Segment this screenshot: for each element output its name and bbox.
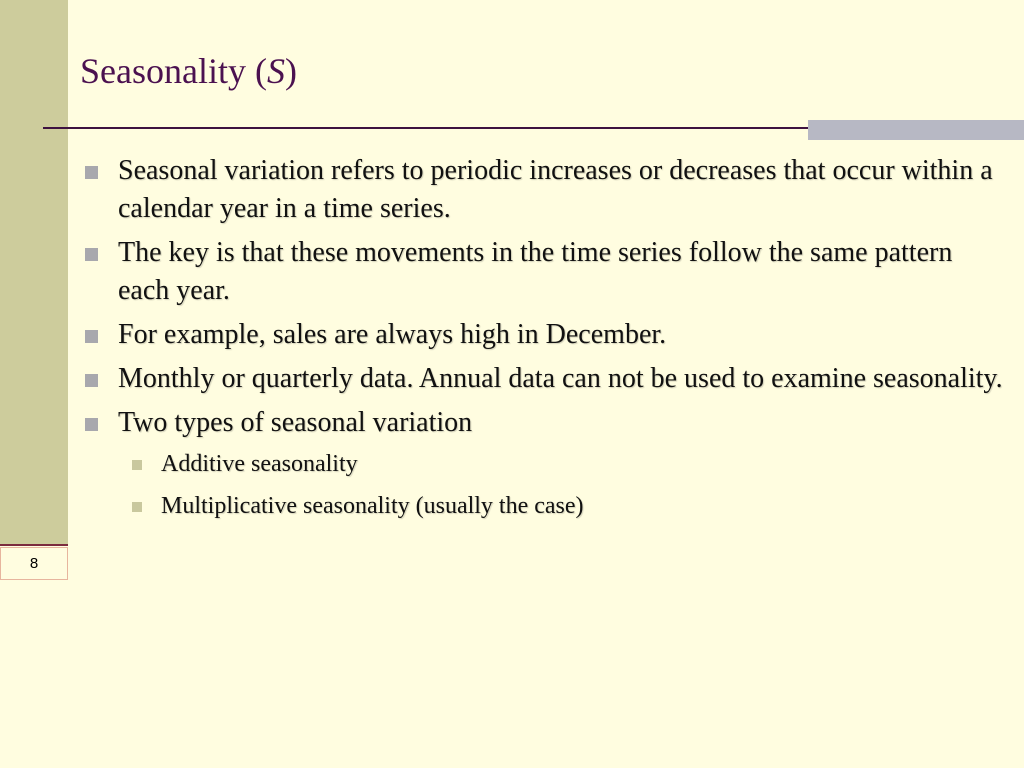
slide-number-text: 8 xyxy=(29,555,39,572)
small-square-bullet-icon xyxy=(132,460,142,470)
bullet-item xyxy=(80,316,1010,354)
slide-title-italic: S xyxy=(266,51,285,91)
slide-title-main: Seasonality ( xyxy=(80,51,267,91)
bullet-item xyxy=(80,152,1010,228)
square-bullet-icon xyxy=(85,248,98,261)
sub-bullet-item xyxy=(125,490,1010,522)
square-bullet-icon xyxy=(85,330,98,343)
bullet-item xyxy=(80,234,1010,310)
left-decorative-band xyxy=(0,0,68,546)
sub-bullet-text: Additive seasonality xyxy=(161,451,358,477)
slide-title xyxy=(80,50,297,92)
left-band-divider xyxy=(0,544,68,546)
accent-bar xyxy=(808,120,1024,140)
small-square-bullet-icon xyxy=(132,502,142,512)
square-bullet-icon xyxy=(85,418,98,431)
slide-title-close: ) xyxy=(284,51,297,91)
square-bullet-icon xyxy=(85,166,98,179)
bullet-text: Two types of seasonal variation xyxy=(118,407,473,438)
bullet-text: Seasonal variation refers to periodic increases or decreases that occur within a calendar year in a time series. xyxy=(118,155,993,224)
slide-body xyxy=(80,152,1010,532)
bullet-text: The key is that these movements in the time series follow the same pattern each year. xyxy=(118,237,953,306)
bullet-text: Monthly or quarterly data. Annual data can not be used to examine seasonality. xyxy=(118,363,1003,394)
sub-bullet-text: Multiplicative seasonality (usually the case) xyxy=(161,493,584,519)
bullet-item xyxy=(80,404,1010,442)
square-bullet-icon xyxy=(85,374,98,387)
sub-bullet-item xyxy=(125,448,1010,480)
slide-number xyxy=(0,547,68,580)
bullet-item xyxy=(80,360,1010,398)
bullet-text: For example, sales are always high in December. xyxy=(118,319,667,350)
